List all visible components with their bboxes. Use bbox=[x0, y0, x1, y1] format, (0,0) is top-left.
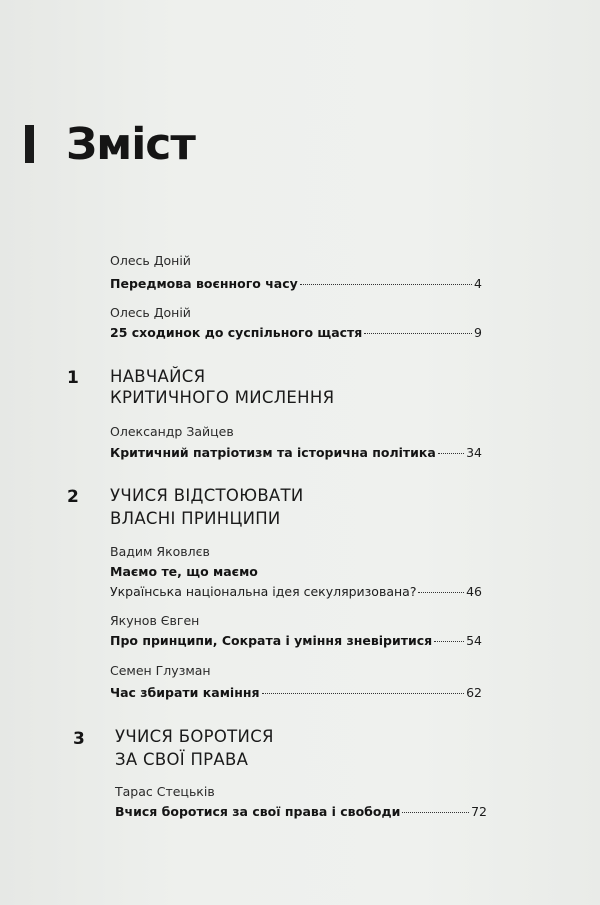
dot-leader bbox=[364, 333, 472, 334]
entry-author: Олександр Зайцев bbox=[110, 424, 234, 439]
toc-entry-foreword[interactable] bbox=[110, 276, 482, 292]
entry-title: Передмова воєнного часу bbox=[110, 276, 298, 291]
section-number: 3 bbox=[73, 729, 85, 749]
entry-title: Час збирати каміння bbox=[110, 685, 260, 700]
toc-entry-principles-socrates[interactable] bbox=[110, 633, 482, 649]
section-title-line: НАВЧАЙСЯ bbox=[110, 367, 206, 386]
dot-leader bbox=[402, 812, 469, 813]
dot-leader bbox=[438, 453, 464, 454]
entry-page-number: 34 bbox=[466, 445, 482, 460]
dot-leader bbox=[434, 641, 464, 642]
entry-author: Олесь Доній bbox=[110, 305, 191, 320]
entry-page-number: 54 bbox=[466, 633, 482, 648]
dot-leader bbox=[262, 693, 465, 694]
entry-author: Олесь Доній bbox=[110, 253, 191, 268]
dot-leader bbox=[300, 284, 472, 285]
toc-entry-gather-stones[interactable] bbox=[110, 685, 482, 701]
entry-author: Тарас Стецьків bbox=[115, 784, 215, 799]
toc-entry-25-steps[interactable] bbox=[110, 325, 482, 341]
entry-page-number: 72 bbox=[471, 804, 487, 819]
section-number: 1 bbox=[67, 368, 79, 388]
toc-entry-fight-for-rights[interactable] bbox=[115, 804, 487, 820]
section-title-line: УЧИСЯ ВІДСТОЮВАТИ bbox=[110, 486, 304, 505]
section-title-line: КРИТИЧНОГО МИСЛЕННЯ bbox=[110, 388, 335, 407]
section-title-line: ВЛАСНІ ПРИНЦИПИ bbox=[110, 509, 281, 528]
entry-page-number: 62 bbox=[466, 685, 482, 700]
entry-page-number: 4 bbox=[474, 276, 482, 291]
section-title-line: УЧИСЯ БОРОТИСЯ bbox=[115, 727, 274, 746]
entry-title: Вчися боротися за свої права і свободи bbox=[115, 804, 401, 819]
entry-page-number: 9 bbox=[474, 325, 482, 340]
entry-author: Якунов Євген bbox=[110, 613, 200, 628]
section-number: 2 bbox=[67, 487, 79, 507]
title-accent-bar bbox=[25, 125, 34, 163]
entry-title: Про принципи, Сократа і уміння зневіритися bbox=[110, 633, 433, 648]
page-title: Зміст bbox=[66, 119, 195, 170]
toc-entry-national-idea[interactable] bbox=[110, 584, 482, 600]
dot-leader bbox=[418, 592, 464, 593]
entry-author: Семен Глузман bbox=[110, 663, 211, 678]
entry-title: Критичний патріотизм та історична політика bbox=[110, 445, 436, 460]
toc-entry-what-we-have[interactable]: Маємо те, що маємо bbox=[110, 564, 258, 579]
entry-page-number: 46 bbox=[466, 584, 482, 599]
entry-subtitle: Українська національна ідея секуляризована? bbox=[110, 584, 417, 599]
section-title-line: ЗА СВОЇ ПРАВА bbox=[115, 750, 249, 769]
toc-entry-critical-patriotism[interactable] bbox=[110, 445, 482, 461]
entry-title: 25 сходинок до суспільного щастя bbox=[110, 325, 363, 340]
entry-author: Вадим Яковлєв bbox=[110, 544, 210, 559]
